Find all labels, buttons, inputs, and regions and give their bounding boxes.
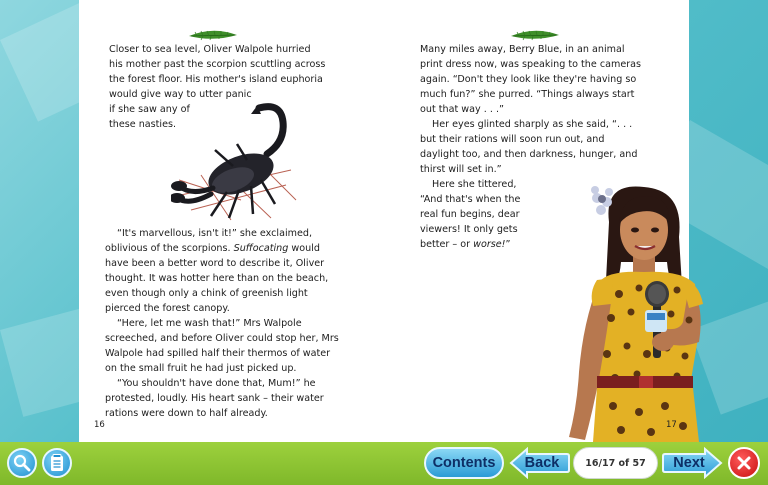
close-icon xyxy=(736,455,752,471)
back-button[interactable] xyxy=(509,447,571,479)
left-para2-end: would have been a better word to describe it, Oliver thought. It was hotter here than on the beach, even though only a chink of greenish light pierced the forest canopy. xyxy=(105,243,329,314)
left-page-number: 16 xyxy=(94,420,105,430)
berry-blue-presenter-illustration xyxy=(549,182,724,442)
left-paragraph-3: “Here, let me wash that!” Mrs Walpole screeched, and before Oliver could stop her, Mrs Walpole had spilled half their thermos of water on the small fruit he had just picked up. xyxy=(105,318,339,374)
magnifier-icon xyxy=(13,454,31,472)
right-page-number: 17 xyxy=(666,420,677,430)
next-label: Next xyxy=(673,455,705,471)
scorpion-illustration xyxy=(171,100,303,222)
left-para2-emphasis: Suffocating xyxy=(233,243,289,254)
left-para1-wrap-text: if she saw any of these nasties. xyxy=(109,104,190,130)
back-label: Back xyxy=(524,455,560,471)
book-spread xyxy=(79,0,689,442)
left-para1-text: Closer to sea level, Oliver Walpole hurried his mother past the scorpion scuttling across the forest floor. His mother's island euphoria would give way to utter panic xyxy=(109,44,326,100)
right-paragraph-3 xyxy=(420,177,526,252)
right-para3-end: ” xyxy=(505,239,511,250)
left-para2-start: “It's marvellous, isn't it!” she exclaimed, oblivious of the scorpions. xyxy=(105,228,313,254)
right-para3-emphasis: worse! xyxy=(473,239,506,250)
left-page xyxy=(79,0,384,442)
leaf-ornament-icon xyxy=(509,28,561,42)
page-counter: 16/17 of 57 xyxy=(573,447,658,479)
close-button[interactable] xyxy=(728,447,760,479)
right-body-text-wrap xyxy=(420,177,526,252)
notes-button[interactable] xyxy=(42,448,72,478)
left-paragraph-2 xyxy=(105,226,345,316)
right-para3-start: Here she tittered, “And that's when the real fun begins, dear viewers! It only gets better – or xyxy=(420,179,521,250)
notepad-icon xyxy=(49,454,65,472)
right-page xyxy=(384,0,689,442)
right-paragraph-2: Her eyes glinted sharply as she said, “. . . but their rations will soon run out, and daylight too, and then darkness, hunger, and thirst will set in.” xyxy=(420,119,638,175)
next-button[interactable] xyxy=(661,447,723,479)
leaf-ornament-icon xyxy=(187,28,239,42)
right-body-text-top xyxy=(420,42,646,177)
left-body-text xyxy=(105,226,345,421)
left-paragraph-1 xyxy=(109,42,327,102)
left-paragraph-4: “You shouldn't have done that, Mum!” he protested, loudly. His heart sank – their water rations were down to half already. xyxy=(105,378,324,419)
right-paragraph-1: Many miles away, Berry Blue, in an animal print dress now, was speaking to the cameras again. “Don't they look like they're having so much fun?” she purred. “Things always start out that way . . .” xyxy=(420,44,642,115)
zoom-button[interactable] xyxy=(7,448,37,478)
contents-button[interactable]: Contents xyxy=(424,447,504,479)
